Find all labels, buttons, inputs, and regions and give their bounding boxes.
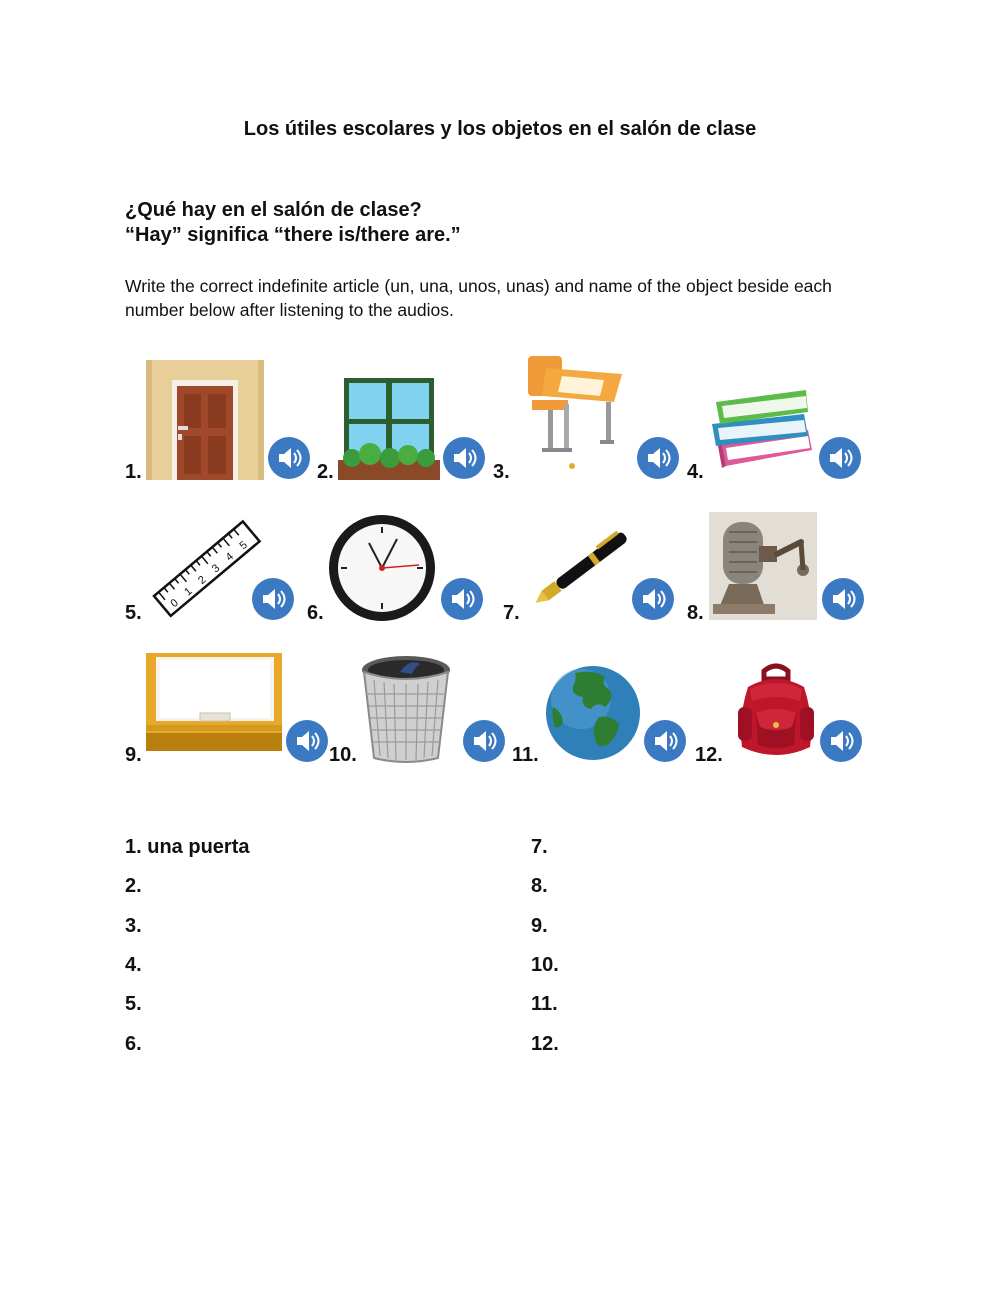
answer-number: 12.	[531, 1033, 559, 1055]
speaker-icon	[443, 437, 485, 479]
answer-number: 2.	[125, 875, 142, 897]
speaker-icon	[632, 578, 674, 620]
speaker-icon	[819, 437, 861, 479]
item-number: 3.	[493, 461, 510, 483]
speaker-icon	[644, 720, 686, 762]
audio-button[interactable]	[286, 720, 328, 762]
audio-button[interactable]	[632, 578, 674, 620]
ruler-digit: 1	[182, 585, 195, 599]
answer-number: 4.	[125, 954, 142, 976]
pencil-sharpener-icon	[709, 512, 817, 620]
answer-line-10[interactable]	[531, 954, 559, 977]
audio-button[interactable]	[822, 578, 864, 620]
answer-line-11[interactable]	[531, 993, 558, 1016]
page-title: Los útiles escolares y los objetos en el salón de clase	[243, 118, 757, 140]
wastebasket-icon	[360, 654, 452, 764]
item-number: 11.	[512, 744, 539, 766]
answer-value: una puerta	[147, 836, 250, 858]
item-number: 10.	[329, 744, 357, 766]
item-number: 2.	[317, 461, 334, 483]
answer-number: 1.	[125, 836, 142, 858]
backpack-icon	[734, 665, 818, 763]
whiteboard-icon	[146, 653, 282, 751]
ruler-icon	[146, 518, 248, 618]
answer-number: 9.	[531, 915, 548, 937]
clock-icon	[327, 513, 437, 623]
speaker-icon	[441, 578, 483, 620]
audio-button[interactable]	[463, 720, 505, 762]
books-icon	[708, 384, 816, 472]
speaker-icon	[637, 437, 679, 479]
item-number: 5.	[125, 602, 142, 624]
question-heading: ¿Qué hay en el salón de clase?	[125, 199, 422, 221]
audio-button[interactable]	[644, 720, 686, 762]
item-number: 12.	[695, 744, 723, 766]
audio-button[interactable]	[820, 720, 862, 762]
globe-icon	[545, 663, 641, 763]
item-number: 6.	[307, 602, 324, 624]
answer-line-1[interactable]	[125, 836, 250, 859]
answer-line-8[interactable]	[531, 875, 548, 898]
audio-button[interactable]	[819, 437, 861, 479]
answer-line-3[interactable]	[125, 915, 142, 938]
speaker-icon	[252, 578, 294, 620]
meaning-heading: “Hay” significa “there is/there are.”	[125, 224, 461, 246]
speaker-icon	[286, 720, 328, 762]
answer-line-5[interactable]	[125, 993, 142, 1016]
speaker-icon	[268, 437, 310, 479]
answer-number: 6.	[125, 1033, 142, 1055]
audio-button[interactable]	[443, 437, 485, 479]
answer-line-7[interactable]	[531, 836, 548, 859]
speaker-icon	[820, 720, 862, 762]
door-icon	[146, 360, 264, 480]
audio-button[interactable]	[637, 437, 679, 479]
answer-number: 11.	[531, 993, 558, 1015]
pen-icon	[526, 528, 630, 604]
item-number: 8.	[687, 602, 704, 624]
answer-line-4[interactable]	[125, 954, 142, 977]
desk-icon	[524, 354, 628, 480]
audio-button[interactable]	[268, 437, 310, 479]
speaker-icon	[822, 578, 864, 620]
answer-line-9[interactable]	[531, 915, 548, 938]
audio-button[interactable]	[252, 578, 294, 620]
ruler-digit: 4	[223, 550, 237, 564]
answer-number: 5.	[125, 993, 142, 1015]
item-number: 1.	[125, 461, 142, 483]
answer-number: 7.	[531, 836, 548, 858]
item-number: 9.	[125, 744, 142, 766]
ruler-digit: 3	[209, 562, 223, 576]
item-number: 4.	[687, 461, 704, 483]
answer-line-6[interactable]	[125, 1033, 142, 1056]
ruler-digit: 0	[168, 596, 181, 611]
answer-line-2[interactable]	[125, 875, 142, 898]
item-number: 7.	[503, 602, 520, 624]
answer-number: 10.	[531, 954, 559, 976]
answer-number: 8.	[531, 875, 548, 897]
ruler-digit: 5	[237, 539, 250, 553]
answer-number: 3.	[125, 915, 142, 937]
answer-line-12[interactable]	[531, 1033, 559, 1056]
window-icon	[338, 378, 440, 480]
ruler-digit: 2	[196, 573, 209, 587]
instructions: Write the correct indefinite article (un, una, unos, unas) and name of the object beside each number below after listening to the audios.	[125, 276, 832, 320]
speaker-icon	[463, 720, 505, 762]
audio-button[interactable]	[441, 578, 483, 620]
